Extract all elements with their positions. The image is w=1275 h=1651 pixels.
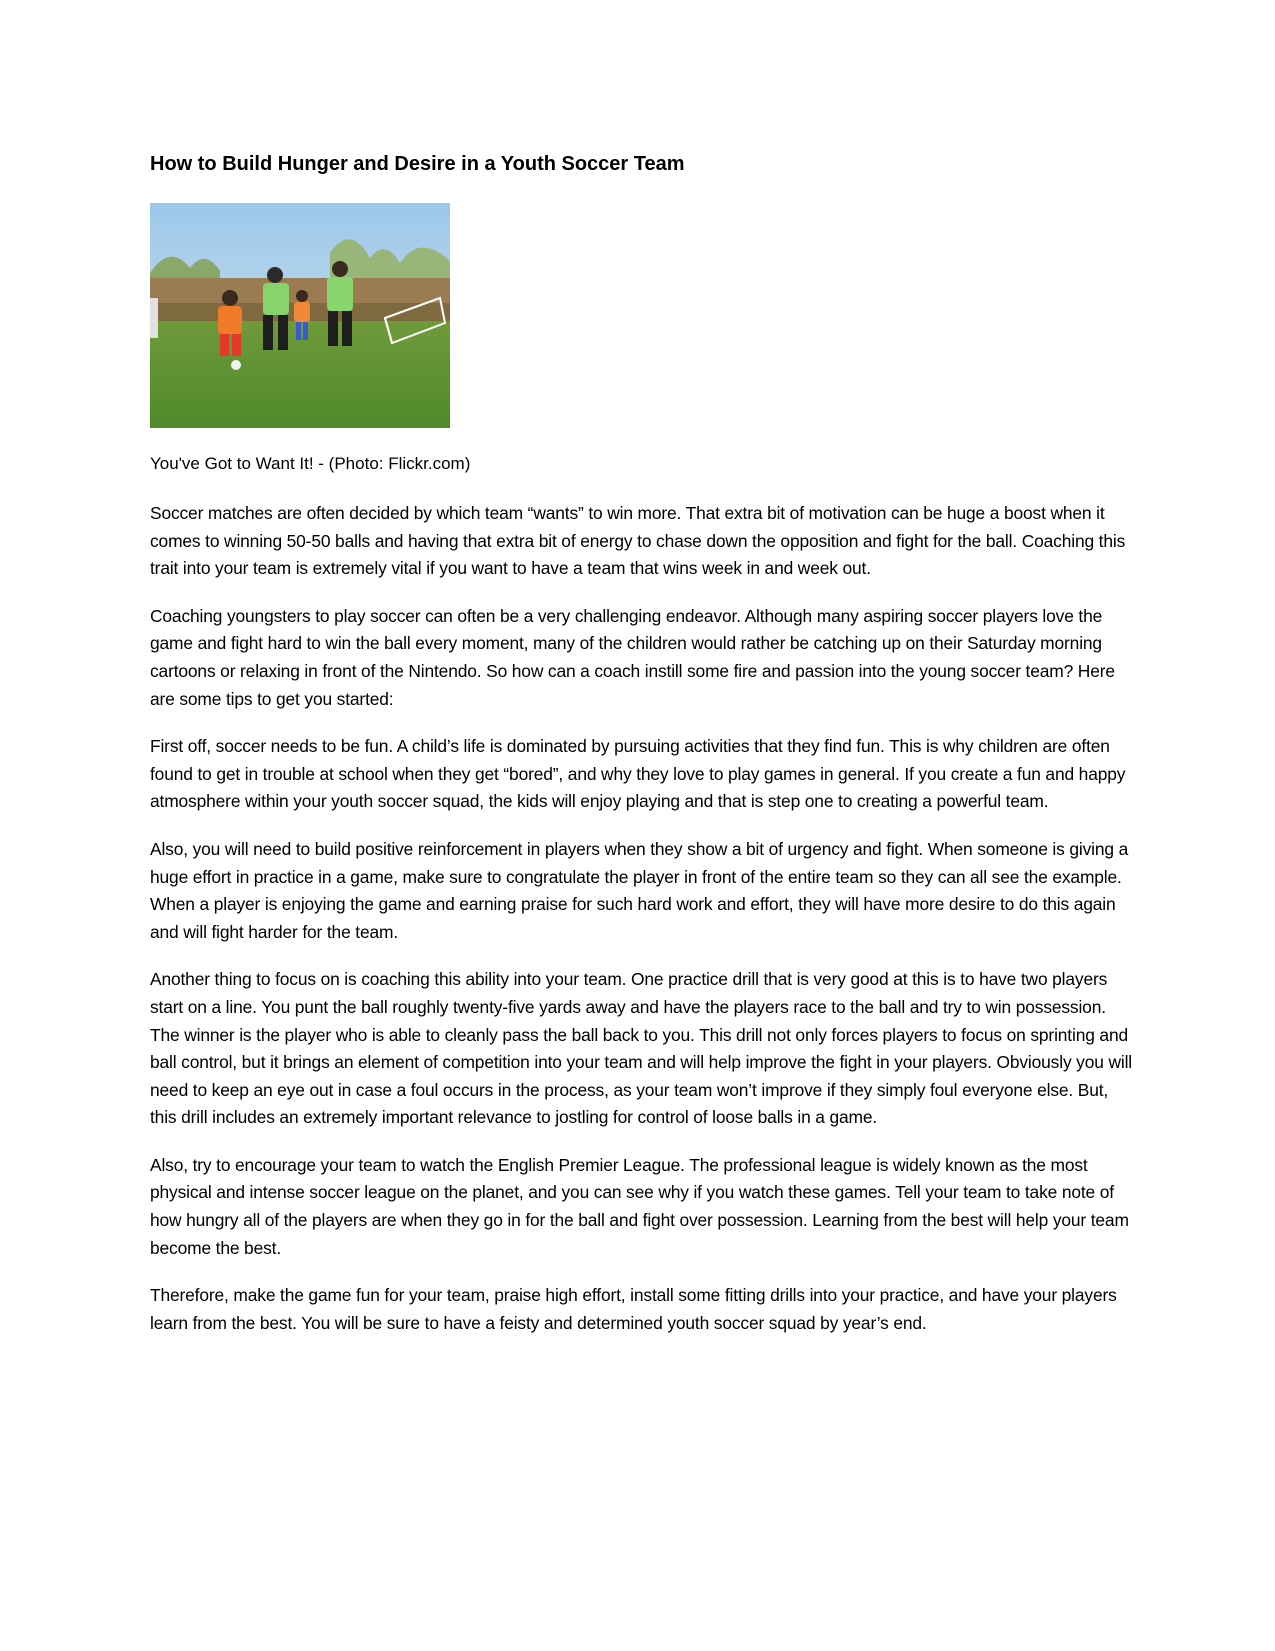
paragraph: First off, soccer needs to be fun. A child’s life is dominated by pursuing activities that they find fun. This is why children are often found to get in trouble at school when they get “bored”, and why they love to play games in general. If you create a fun and happy atmosphere within your youth soccer squad, the kids will enjoy playing and that is step one to creating a powerful team.	[150, 736, 1126, 812]
paragraph: Coaching youngsters to play soccer can often be a very challenging endeavor. Although many aspiring soccer players love the game and fight hard to win the ball every moment, many of the children would rather be catching up on their Saturday morning cartoons or relaxing in front of the Nintendo. So how can a coach instill some fire and passion into the young soccer team? Here are some tips to get you started:	[150, 605, 1115, 709]
article-title: How to Build Hunger and Desire in a Youth Soccer Team	[150, 153, 685, 175]
paragraph: Also, you will need to build positive reinforcement in players when they show a bit of urgency and fight. When someone is giving a huge effort in practice in a game, make sure to congratulate the player in front of the entire team so they can all see the example. When a player is enjoying the game and earning praise for such hard work and effort, they will have more desire to do this again and will fight harder for the team.	[150, 838, 1129, 942]
soccer-photo	[150, 203, 450, 428]
paragraph: Another thing to focus on is coaching this ability into your team. One practice drill that is very good at this is to have two players start on a line. You punt the ball roughly twenty-five yards away and have the players race to the ball and try to win possession. The winner is the player who is able to cleanly pass the ball back to you. This drill not only forces players to focus on sprinting and ball control, but it brings an element of competition into your team and will help improve the fight in your players. Obviously you will need to keep an eye out in case a foul occurs in the process, as your team won’t improve if they simply foul everyone else. But, this drill includes an extremely important relevance to jostling for control of loose balls in a game.	[150, 969, 1132, 1128]
paragraph: Soccer matches are often decided by which team “wants” to win more. That extra bit of motivation can be huge a boost when it comes to winning 50-50 balls and having that extra bit of energy to chase down the opposition and fight for the ball. Coaching this trait into your team is extremely vital if you want to have a team that wins week in and week out.	[150, 503, 1126, 579]
paragraph: Therefore, make the game fun for your team, praise high effort, install some fitting drills into your practice, and have your players learn from the best. You will be sure to have a feisty and determined youth soccer squad by year’s end.	[150, 1285, 1117, 1333]
paragraph: Also, try to encourage your team to watch the English Premier League. The professional league is widely known as the most physical and intense soccer league on the planet, and you can see why if you watch these games. Tell your team to take note of how hungry all of the players are when they go in for the ball and fight over possession. Learning from the best will help your team become the best.	[150, 1154, 1129, 1258]
photo-caption: You've Got to Want It! - (Photo: Flickr.com)	[150, 454, 471, 473]
article-body	[150, 500, 1135, 1357]
